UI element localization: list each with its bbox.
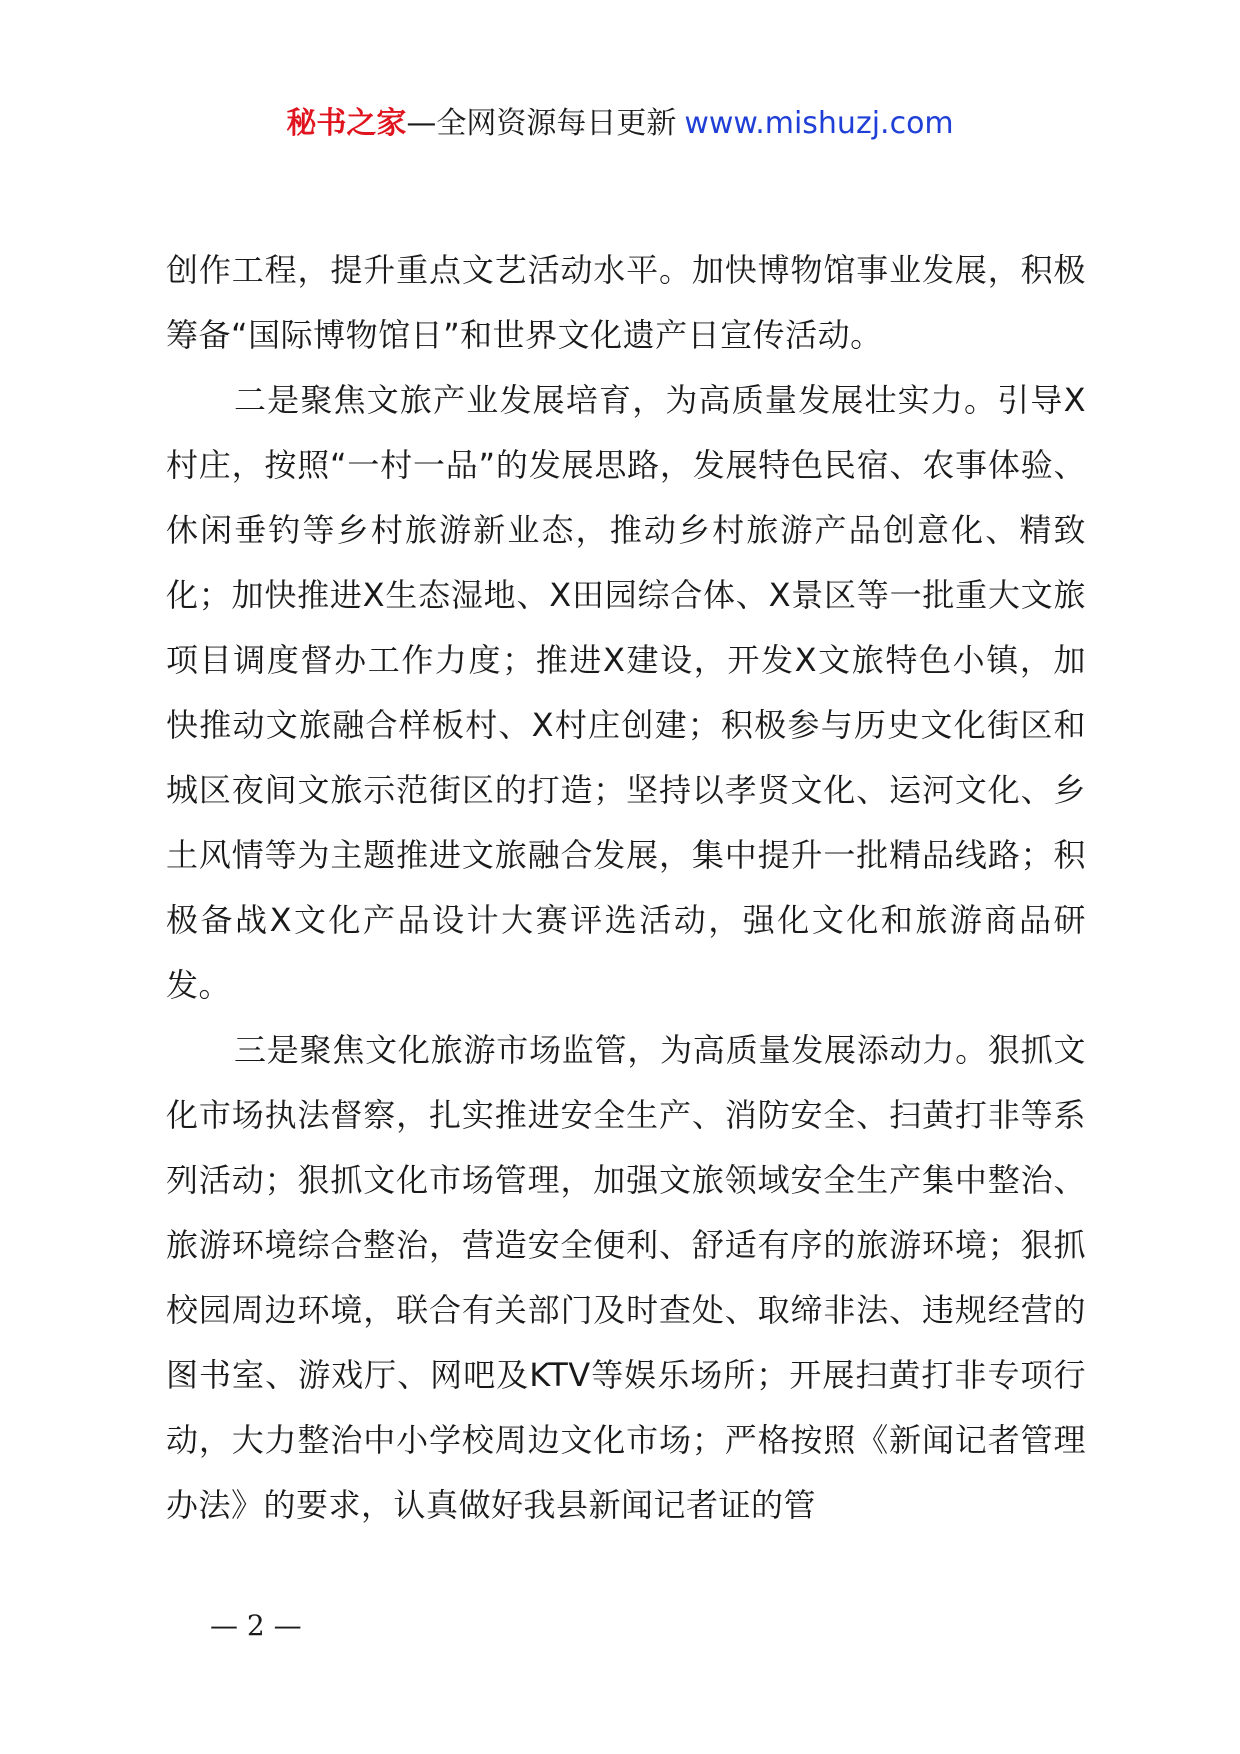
paragraph-continued: 创作工程，提升重点文艺活动水平。加快博物馆事业发展，积极筹备“国际博物馆日”和世界文化遗产日宣传活动。 xyxy=(166,251,1086,354)
paragraph-industry-development: 二是聚焦文旅产业发展培育，为高质量发展壮实力。引导X村庄，按照“一村一品”的发展思路，发展特色民宿、农事体验、休闲垂钓等乡村旅游新业态，推动乡村旅游产品创意化、精致化；加快推进X生态湿地、X田园综合体、X景区等一批重大文旅项目调度督办工作力度；推进X建设，开发X文旅特色小镇，加快推动文旅融合样板村、X村庄创建；积极参与历史文化街区和城区夜间文旅示范街区的打造；坚持以孝贤文化、运河文化、乡土风情等为主题推进文旅融合发展，集中提升一批精品线路；积极备战X文化产品设计大赛评选活动，强化文化和旅游商品研发。 xyxy=(166,381,1086,1004)
site-header xyxy=(0,100,1240,148)
page-number: — 2 — xyxy=(210,1609,302,1642)
header-tagline: —全网资源每日更新 xyxy=(406,106,677,141)
brand-name: 秘书之家 xyxy=(286,106,407,141)
document-body xyxy=(166,238,1086,1538)
site-url-link[interactable]: www.mishuzj.com xyxy=(684,106,954,141)
paragraph-market-supervision: 三是聚焦文化旅游市场监管，为高质量发展添动力。狠抓文化市场执法督察，扎实推进安全生产、消防安全、扫黄打非等系列活动；狠抓文化市场管理，加强文旅领域安全生产集中整治、旅游环境综合整治，营造安全便利、舒适有序的旅游环境；狠抓校园周边环境，联合有关部门及时查处、取缔非法、违规经营的图书室、游戏厅、网吧及KTV等娱乐场所；开展扫黄打非专项行动，大力整治中小学校周边文化市场；严格按照《新闻记者管理办法》的要求，认真做好我县新闻记者证的管 xyxy=(166,1031,1086,1524)
